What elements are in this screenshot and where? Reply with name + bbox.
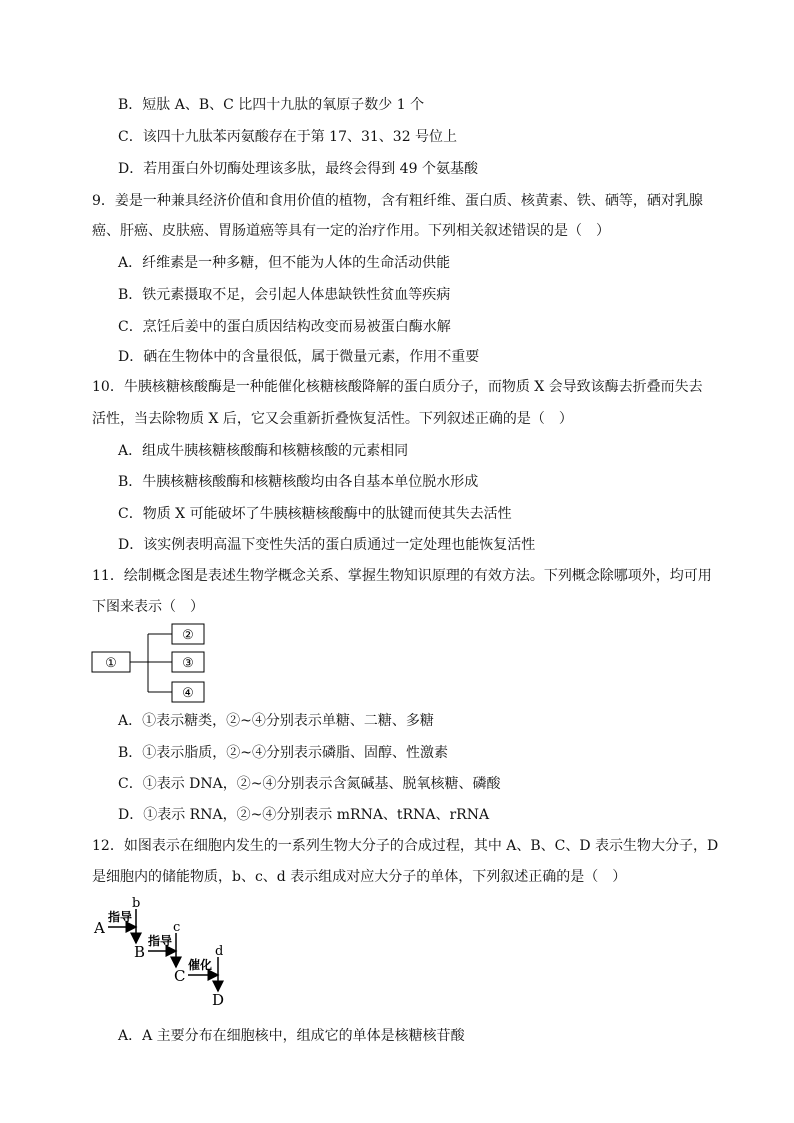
q10-option-b: B．牛胰核糖核酸酶和核糖核酸均由各自基本单位脱水形成 (118, 474, 479, 490)
q10-stem-line2: 活性，当去除物质 X 后，它又会重新折叠恢复活性。下列叙述正确的是（ ） (92, 411, 573, 427)
concept-label-3: ③ (182, 656, 194, 671)
node-b: B (134, 943, 146, 961)
q9-stem-line2: 癌、肝癌、皮肤癌、胃肠道癌等具有一定的治疗作用。下列相关叙述错误的是（ ） (92, 223, 610, 239)
q10-option-d: D．该实例表明高温下变性失活的蛋白质通过一定处理也能恢复活性 (118, 537, 536, 553)
q9-stem-line1: 9．姜是一种兼具经济价值和食用价值的植物，含有粗纤维、蛋白质、核黄素、铁、硒等，硒对乳腺 (92, 193, 703, 209)
concept-label-4: ④ (182, 686, 194, 701)
q11-option-b: B．①表示脂质，②~④分别表示磷脂、固醇、性激素 (118, 745, 449, 761)
q11-option-a: A．①表示糖类，②~④分别表示单糖、二糖、多糖 (118, 713, 434, 729)
q11-stem-line2: 下图来表示（ ） (92, 599, 204, 615)
arrow-label-3: 催化 (188, 958, 213, 972)
q10-stem-line1: 10．牛胰核糖核酸酶是一种能催化核糖核酸降解的蛋白质分子，而物质 X 会导致该酶去折叠而失去 (92, 379, 703, 395)
q11-stem-line1: 11．绘制概念图是表述生物学概念关系、掌握生物知识原理的有效方法。下列概念除哪项外，均可用 (92, 568, 712, 584)
monomer-b: b (132, 896, 141, 911)
q10-option-c: C．物质 X 可能破坏了牛胰核糖核酸酶中的肽键而使其失去活性 (118, 506, 512, 522)
q8-option-c: C．该四十九肽苯丙氨酸存在于第 17、31、32 号位上 (118, 129, 458, 145)
q11-option-d: D．①表示 RNA，②~④分别表示 mRNA、tRNA、rRNA (118, 807, 490, 823)
monomer-c: c (173, 920, 181, 935)
arrow-label-2: 指导 (148, 934, 173, 948)
q9-option-c: C．烹饪后姜中的蛋白质因结构改变而易被蛋白酶水解 (118, 319, 451, 335)
q8-option-b: B．短肽 A、B、C 比四十九肽的氧原子数少 1 个 (118, 97, 425, 113)
synthesis-diagram (92, 895, 252, 1015)
q11-option-c: C．①表示 DNA，②~④分别表示含氮碱基、脱氧核糖、磷酸 (118, 776, 501, 792)
concept-label-2: ② (182, 628, 194, 643)
q9-option-b: B．铁元素摄取不足，会引起人体患缺铁性贫血等疾病 (118, 287, 451, 303)
q8-option-d: D．若用蛋白外切酶处理该多肽，最终会得到 49 个氨基酸 (118, 161, 478, 177)
q9-option-a: A．纤维素是一种多糖，但不能为人体的生命活动供能 (118, 255, 451, 271)
q12-option-a: A．A 主要分布在细胞核中，组成它的单体是核糖核苷酸 (118, 1028, 465, 1044)
q9-option-d: D．硒在生物体中的含量很低，属于微量元素，作用不重要 (118, 349, 480, 365)
q10-option-a: A．组成牛胰核糖核酸酶和核糖核酸的元素相同 (118, 443, 409, 459)
concept-diagram (90, 620, 220, 710)
arrow-label-1: 指导 (108, 910, 133, 924)
monomer-d: d (215, 944, 224, 959)
node-a: A (94, 919, 105, 937)
q12-stem-line1: 12．如图表示在细胞内发生的一系列生物大分子的合成过程，其中 A、B、C、D 表示生物大分子，D (92, 838, 719, 854)
node-c: C (174, 967, 186, 985)
concept-label-1: ① (105, 656, 117, 671)
node-d: D (212, 991, 225, 1009)
q12-stem-line2: 是细胞内的储能物质，b、c、d 表示组成对应大分子的单体，下列叙述正确的是（ ） (92, 869, 627, 885)
